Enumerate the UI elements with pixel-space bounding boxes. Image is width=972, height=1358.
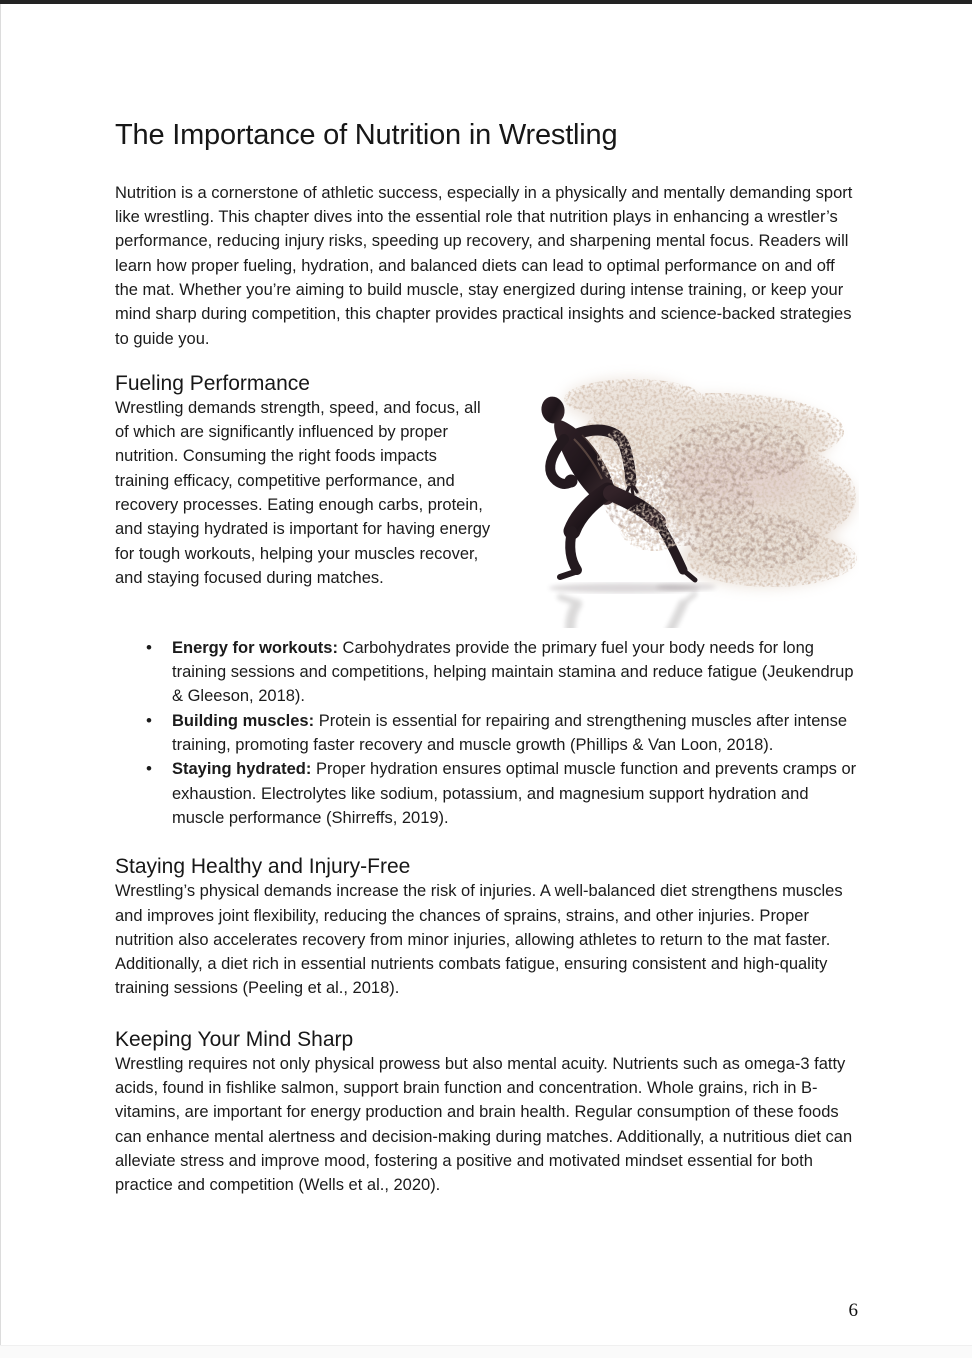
page-number: 6 [848,1300,858,1321]
page-title: The Importance of Nutrition in Wrestling [115,119,618,151]
section-staying-healthy [115,854,859,1000]
nutrition-bullet-list [115,636,859,830]
bullet-energy-for-workouts [172,636,859,709]
injury-paragraph: Wrestling’s physical demands increase the risk of injuries. A well-balanced diet strengthens muscles and improves joint flexibility, reducing the chances of sprains, strains, and other injuries. Proper nutrition also accelerates recovery from minor injuries, allowing athletes to return to the mat faster. Additionally, a diet rich in essential nutrients combats fatigue, ensuring consistent and high-quality training sessions (Peeling et al., 2018). [115,882,843,998]
bullet-building-muscles [172,709,859,758]
document-page [115,0,859,1198]
runner-dissolve-illustration [514,361,859,628]
heading-mind-sharp: Keeping Your Mind Sharp [115,1027,354,1051]
section-mind-sharp [115,1027,859,1198]
bullet-staying-hydrated [172,757,859,830]
bullet-lead: Energy for workouts: [172,638,338,657]
page-bottom-edge [0,1345,972,1358]
bullet-lead: Building muscles: [172,711,315,730]
fueling-paragraph: Wrestling demands strength, speed, and focus, all of which are significantly influenced by proper nutrition. Consuming the right foods impacts training efficacy, competitive performance, and recovery processes. Eating enough carbs, protein, and staying hydrated is important for having energy for tough workouts, helping your muscles recover, and staying focused during matches. [115,398,491,587]
mind-paragraph: Wrestling requires not only physical prowess but also mental acuity. Nutrients such as omega-3 fatty acids, found in fishlike salmon, support brain function and concentration. Whole grains, rich in B-vitamins, are important for energy production and brain health. Regular consumption of these foods can enhance mental alertness and decision-making during matches. Additionally, a nutritious diet can alleviate stress and improve mood, fostering a positive and motivated mindset essential for both practice and competition (Wells et al., 2020). [115,1054,853,1195]
intro-paragraph: Nutrition is a cornerstone of athletic success, especially in a physically and mentally demanding sport like wrestling. This chapter dives into the essential role that nutrition plays in enhancing a wrestler’s performance, reducing injury risks, speeding up recovery, and sharpening mental focus. Readers will learn how proper fueling, hydration, and balanced diets can lead to optimal performance on and off the mat. Whether you’re aiming to build muscle, stay energized during intense training, or keep your mind sharp during competition, this chapter provides practical insights and science-backed strategies to guide you. [115,183,853,348]
heading-fueling-performance: Fueling Performance [115,371,310,395]
page-left-edge [0,4,1,1346]
section-fueling-performance [115,371,859,590]
bullet-text: Protein is essential for repairing and strengthening muscles after intense training, promoting faster recovery and muscle growth (Phillips & Van Loon, 2018). [172,711,847,755]
bullet-lead: Staying hydrated: [172,760,312,779]
bullet-text: Carbohydrates provide the primary fuel your body needs for long training sessions and competitions, helping maintain stamina and reduce fatigue (Jeukendrup & Gleeson, 2018). [172,638,854,706]
bullet-text: Proper hydration ensures optimal muscle function and prevents cramps or exhaustion. Electrolytes like sodium, potassium, and magnesium support hydration and muscle performance (Shirreffs, 2019). [172,760,857,827]
heading-staying-healthy: Staying Healthy and Injury-Free [115,855,411,879]
runner-image [514,361,859,628]
